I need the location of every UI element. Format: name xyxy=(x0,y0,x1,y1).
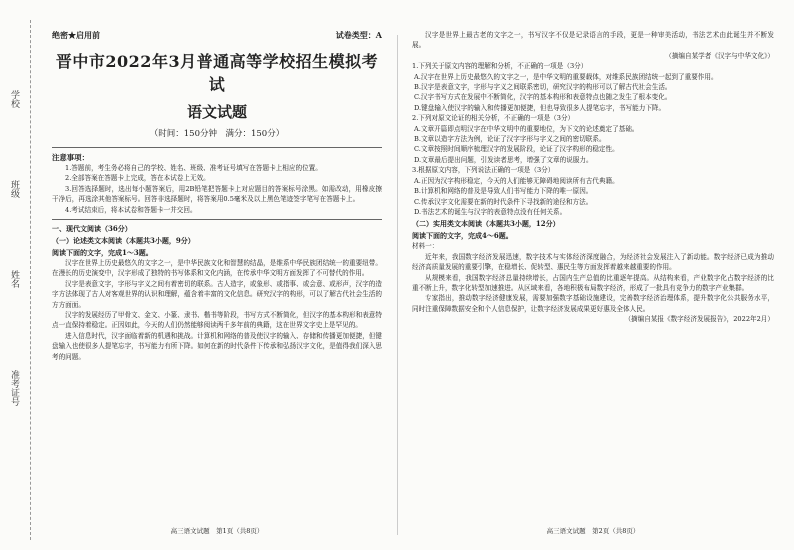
subsection-heading: （一）论述类文本阅读（本题共3小题，9分） xyxy=(52,236,195,246)
option: B.汉字是表意文字，字形与字义之间联系密切，研究汉字的构形可以了解古代社会生活。 xyxy=(414,83,672,92)
material-label: 材料一： xyxy=(412,242,439,251)
passage-paragraph: 汉字是表意文字，字形与字义之间有着密切的联系。古人造字，或象形、或指事、或会意、或形声，汉字的造字方法体现了古人对客观世界的认识和理解，蕴含着丰富的文化信息。研究汉字的构形，可以了解古代社会生活的方方面面。 xyxy=(52,279,382,309)
option: C.文章按照时间顺序梳理汉字的发展阶段，论证了汉字构形的稳定性。 xyxy=(414,145,619,154)
notice-item: 4.考试结束后，将本试卷和答题卡一并交回。 xyxy=(65,205,197,214)
reading-instruction: 阅读下面的文字，完成1～3题。 xyxy=(52,248,153,258)
page-divider xyxy=(397,35,398,535)
seam-label-school: 学校 xyxy=(9,90,19,108)
header-row xyxy=(52,30,382,41)
notice-item: 3.回答选择题时，选出每小题答案后，用2B铅笔把答题卡上对应题目的答案标号涂黑。如需改动，用橡皮擦干净后，再选涂其他答案标号。回答非选择题时，将答案用0.5毫米及以上黑色笔迹签字笔写在答题卡上。 xyxy=(52,184,382,204)
rule xyxy=(52,147,382,148)
binding-seam xyxy=(30,20,32,540)
notice-item: 1.答题前，考生务必将自己的学校、姓名、班级、准考证号填写在答题卡上相应的位置。 xyxy=(65,164,322,172)
secret-mark: 绝密★启用前 xyxy=(52,30,100,40)
subsection-heading: （二）实用类文本阅读（本题共3小题，12分） xyxy=(412,219,560,229)
right-page xyxy=(412,30,774,535)
option: A.正因为汉字构形稳定，今天的人们能够无障碍地阅读所有古代典籍。 xyxy=(414,176,619,185)
passage-paragraph: 进入信息时代，汉字面临着新的机遇和挑战。计算机和网络的普及使汉字的输入、存储和传播更加便捷，但键盘输入也使很多人提笔忘字，书写能力有所下降。如何在新的时代条件下传承和弘扬汉字文化，是值得我们深入思考的问题。 xyxy=(52,331,382,361)
question-2: 2.下列对原文论证的相关分析，不正确的一项是（3分） xyxy=(412,114,575,123)
option: D.文章最后提出问题，引发读者思考，增强了文章的说服力。 xyxy=(414,155,593,164)
option: D.书法艺术的诞生与汉字的表意特点没有任何关系。 xyxy=(414,207,567,216)
reading-instruction: 阅读下面的文字，完成4～6题。 xyxy=(412,231,513,241)
page-footer: 高三语文试题 第1页（共8页） xyxy=(170,527,264,535)
option: C.汉字书写方式在发展中不断简化，汉字的基本构形和表意特点也随之发生了根本变化。 xyxy=(414,93,672,102)
left-page xyxy=(52,30,382,535)
seam-label-name: 姓名 xyxy=(9,270,19,288)
option: C.传承汉字文化需要在新的时代条件下寻找新的途径和方法。 xyxy=(414,197,593,206)
exam-title: 晋中市2022年3月普通高等学校招生模拟考试 xyxy=(55,52,379,94)
notice-item: 2.全部答案在答题卡上完成，答在本试卷上无效。 xyxy=(65,174,210,183)
passage-paragraph: 汉字是世界上最古老的文字之一，书写汉字不仅是记录语言的手段，更是一种审美活动，书法艺术由此诞生并不断发展。 xyxy=(412,31,774,50)
page-footer: 高三语文试题 第2页（共8页） xyxy=(546,527,640,535)
option: B.文章以造字方法为例，论证了汉字字形与字义之间的密切联系。 xyxy=(414,135,606,144)
option: D.键盘输入使汉字的输入和传播更加便捷，但也导致很多人提笔忘字，书写能力下降。 xyxy=(414,103,666,112)
source-note: （摘编自某学者《汉字与中华文化》） xyxy=(665,51,774,60)
question-3: 3.根据原文内容，下列说法正确的一项是（3分） xyxy=(412,166,555,175)
exam-subtitle: 语文试题 xyxy=(186,103,247,121)
notice-heading: 注意事项： xyxy=(52,153,89,162)
passage-paragraph: 近年来，我国数字经济发展迅速，数字技术与实体经济深度融合，为经济社会发展注入了新动能。数字经济已成为推动经济高质量发展的重要引擎，在稳增长、促转型、惠民生等方面发挥着越来越重要的作用。 xyxy=(412,252,774,272)
source-note: （摘编自某报《数字经济发展报告》，2022年2月） xyxy=(624,315,774,324)
option: A.汉字在世界上历史最悠久的文字之一，是中华文明的重要载体，对维系民族团结统一起到了重要作用。 xyxy=(414,72,718,81)
option: B.计算机和网络的普及是导致人们书写能力下降的唯一原因。 xyxy=(414,187,593,196)
seam-label-class: 班级 xyxy=(9,180,19,198)
time-info: （时间：150分钟 满分：150分） xyxy=(149,129,285,139)
option: A.文章开篇即点明汉字在中华文明中的重要地位，为下文的论述奠定了基础。 xyxy=(414,124,639,133)
section-heading: 一、现代文阅读（36分） xyxy=(52,224,132,234)
passage-paragraph: 汉字在世界上历史最悠久的文字之一，是中华民族文化和智慧的结晶，是维系中华民族团结统一的重要纽带。在漫长的历史演变中，汉字形成了独特的书写体系和文化内涵，在传承中华文明方面发挥了不可替代的作用。 xyxy=(52,259,382,278)
seam-label-id: 准考证号 xyxy=(9,370,19,406)
passage-paragraph: 专家指出，推动数字经济健康发展，需要加强数字基础设施建设，完善数字经济治理体系，提升数字化公共服务水平，同时注重保障数据安全和个人信息保护，让数字经济发展成果更好惠及全体人民。 xyxy=(412,294,774,313)
passage-paragraph: 汉字的发展经历了甲骨文、金文、小篆、隶书、楷书等阶段，书写方式不断简化，但汉字的基本构形和表意特点一直保持着稳定。正因如此，今天的人们仍然能够阅读两千多年前的典籍，这在世界文字史上是罕见的。 xyxy=(52,311,382,330)
question-1: 1.下列关于原文内容的理解和分析，不正确的一项是（3分） xyxy=(412,62,588,71)
passage-paragraph: 从规模来看，我国数字经济总量持续增长，占国内生产总值的比重逐年提高。从结构来看，产业数字化占数字经济的比重不断上升，数字化转型加速推进。从区域来看，各地积极布局数字经济，形成了一批具有竞争力的数字产业集群。 xyxy=(412,273,774,292)
rule xyxy=(52,219,382,220)
paper-type: 试卷类型：A xyxy=(335,30,382,40)
